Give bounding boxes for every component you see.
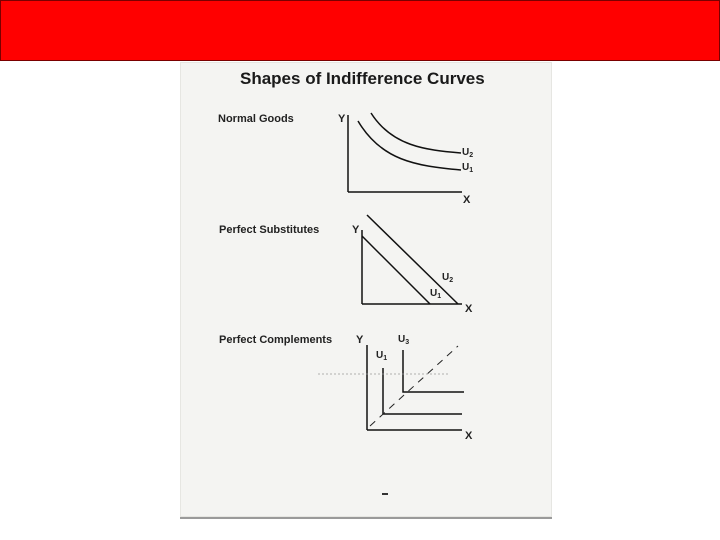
normal-goods-x-axis-label: X <box>463 194 471 206</box>
label-normal-goods: Normal Goods <box>218 113 294 125</box>
normal-goods-u2-label: $U_2$ <box>462 147 474 159</box>
substitutes-u2-label: $U_2$ <box>442 272 454 284</box>
complements-u1-label: $U_1$ <box>376 350 388 362</box>
substitutes-line-u1 <box>362 236 430 304</box>
complements-curve-u3 <box>403 350 464 392</box>
scan-mark <box>382 493 388 495</box>
normal-goods-curve-u2 <box>371 113 461 153</box>
label-perfect-complements: Perfect Complements <box>219 334 333 346</box>
label-perfect-substitutes: Perfect Substitutes <box>219 224 320 236</box>
complements-x-axis-label: X <box>465 430 473 442</box>
complements-curve-u1 <box>383 368 462 414</box>
normal-goods-curve-u1 <box>358 121 461 170</box>
substitutes-x-axis-label: X <box>465 303 473 315</box>
complements-y-axis-label: Y <box>356 334 364 346</box>
normal-goods-y-axis-label: Y <box>338 113 346 125</box>
substitutes-y-axis-label: Y <box>352 224 360 236</box>
substitutes-line-u2 <box>367 215 458 304</box>
complements-u3-label: $U_3$ <box>398 334 410 346</box>
normal-goods-u1-label: $U_1$ <box>462 162 474 174</box>
page-title: Shapes of Indifference Curves <box>240 69 485 88</box>
substitutes-u1-label: $U_1$ <box>430 288 442 300</box>
